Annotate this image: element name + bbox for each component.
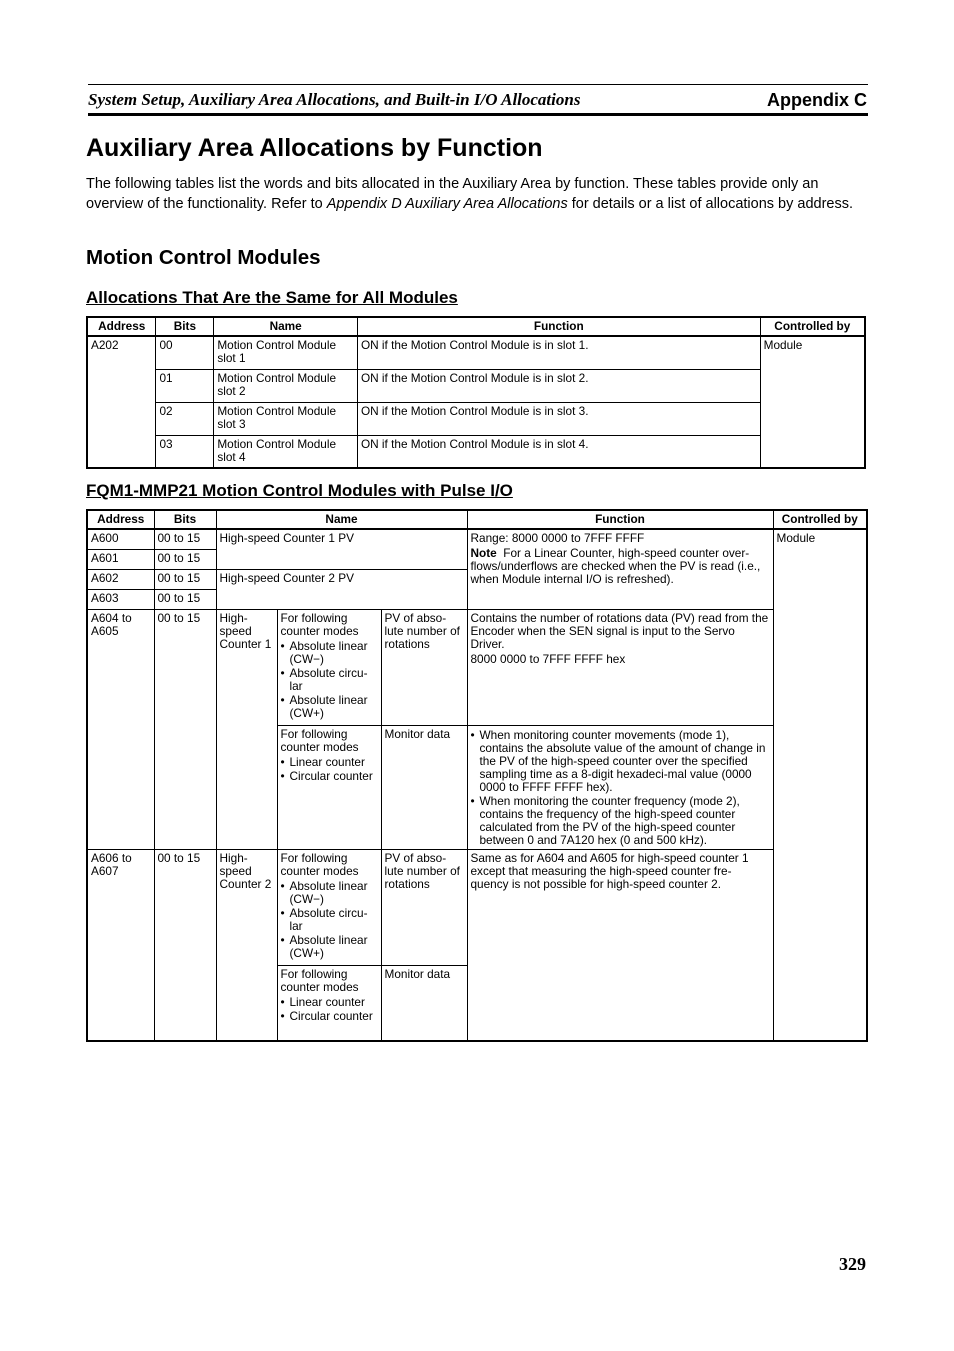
table2-address: A601 [87, 549, 154, 569]
table1-function: ON if the Motion Control Module is in slot 1. [357, 336, 760, 369]
function-range: 8000 0000 to 7FFF FFFF hex [470, 651, 626, 666]
pv-note [471, 547, 770, 586]
intro-paragraph [86, 175, 868, 214]
list-item: • Linear counter [281, 996, 378, 1009]
table2-bits: 00 to 15 [154, 549, 216, 569]
pv-range: Range: 8000 0000 to 7FFF FFFF [470, 531, 645, 545]
table2-address: A606 to A607 [87, 849, 154, 1041]
hsc1-monitor-function [467, 725, 773, 849]
table2-header-address: Address [87, 510, 154, 529]
list-item: • Circular counter [281, 1010, 378, 1023]
table2-title: FQM1-MMP21 Motion Control Modules with Pulse I/O [86, 481, 513, 500]
note-text: For a Linear Counter, high-speed counter over-flows/underflows are checked when the PV is read (i.e., when Module internal I/O is refreshed). [470, 546, 761, 586]
table1-function: ON if the Motion Control Module is in slot 2. [357, 369, 760, 402]
table1-header-function: Function [357, 317, 760, 336]
table1-name: Motion Control Module slot 4 [214, 435, 358, 468]
mode-list [281, 756, 378, 783]
table1-title: Allocations That Are the Same for All Modules [86, 288, 458, 307]
monitor-list [471, 729, 770, 847]
table2-header-name: Name [216, 510, 467, 529]
intro-text-after: for details or a list of allocations by address. [567, 195, 854, 212]
table1-function: ON if the Motion Control Module is in slot 3. [357, 402, 760, 435]
intro-text-before: The following tables list the words and bits allocated in the Auxiliary Area by function. These tables provide only an overview of the functionality. Refer to [86, 176, 819, 212]
table-row [87, 609, 867, 725]
list-item: • Absolute linear (CW−) [281, 880, 378, 906]
table-row [87, 336, 865, 369]
header-rule-bottom [88, 113, 868, 116]
table2-address: A603 [87, 589, 154, 609]
header-appendix: Appendix C [766, 90, 867, 110]
header-rule-top [88, 84, 868, 85]
table2 [86, 509, 868, 1042]
section-title: Motion Control Modules [86, 246, 321, 269]
monitor-data-label: Monitor data [381, 725, 467, 849]
mode-intro: For following counter modes [280, 610, 359, 638]
list-item: • When monitoring counter movements (mode 1), contains the absolute value of the amount of change in the PV of the high-speed counter over the specified sampling time as a 8-digit hexadeci-mal value (0000 0000 to FFFF FFFF hex). [471, 729, 770, 794]
table2-bits: 00 to 15 [154, 589, 216, 609]
table2-name: High-speed Counter 2 PV [216, 569, 467, 609]
counter-mode-linear [277, 965, 381, 1041]
table2-header-row [87, 510, 867, 529]
pv-absolute-label: PV of abso-lute number of rotations [381, 849, 467, 965]
table2-bits: 00 to 15 [154, 609, 216, 849]
mode-list [281, 880, 378, 960]
table-row [87, 529, 867, 549]
table1-header-name: Name [214, 317, 358, 336]
counter-mode-absolute [277, 849, 381, 965]
table1-address: A202 [87, 336, 156, 468]
table1 [86, 316, 866, 469]
table1-bits: 01 [156, 369, 214, 402]
table1-header-row [87, 317, 865, 336]
table1-header-address: Address [87, 317, 156, 336]
list-item: • When monitoring the counter frequency (mode 2), contains the frequency of the high-speed counter calculated from the PV of the high-speed counter between 0 and 7A120 hex (0 and 500 kHz). [471, 795, 770, 847]
mode-intro: For following counter modes [280, 850, 359, 878]
table1-header-controlled-by: Controlled by [760, 317, 865, 336]
mode-list [281, 996, 378, 1023]
list-item: • Circular counter [281, 770, 378, 783]
list-item: • Linear counter [281, 756, 378, 769]
table1-bits: 00 [156, 336, 214, 369]
page-title: Auxiliary Area Allocations by Function [86, 134, 543, 162]
table-row [87, 435, 865, 468]
hsc1-absolute-function [467, 609, 773, 725]
mode-intro: For following counter modes [280, 726, 359, 754]
table2-controlled-by: Module [773, 529, 867, 1041]
table2-pv-function [467, 529, 773, 609]
table-row [87, 402, 865, 435]
table1-bits: 03 [156, 435, 214, 468]
list-item: • Absolute linear (CW+) [281, 934, 378, 960]
table1-controlled-by: Module [760, 336, 865, 468]
counter-mode-absolute [277, 609, 381, 725]
header-title: System Setup, Auxiliary Area Allocations, and Built-in I/O Allocations [88, 90, 581, 109]
hsc2-function: Same as for A604 and A605 for high-speed counter 1 except that measuring the high-speed counter fre-quency is not possible for high-speed counter 2. [467, 849, 773, 1041]
table1-header-bits: Bits [156, 317, 214, 336]
monitor-data-label: Monitor data [381, 965, 467, 1041]
table2-address: A602 [87, 569, 154, 589]
table-row [87, 369, 865, 402]
page-number: 329 [839, 1254, 866, 1274]
table2-counter-name: High-speed Counter 1 [216, 609, 277, 849]
mode-list [281, 640, 378, 720]
table1-name: Motion Control Module slot 1 [214, 336, 358, 369]
mode-intro: For following counter modes [280, 966, 359, 994]
counter-mode-linear [277, 725, 381, 849]
table2-header-controlled-by: Controlled by [773, 510, 867, 529]
table2-bits: 00 to 15 [154, 529, 216, 549]
table1-bits: 02 [156, 402, 214, 435]
table2-bits: 00 to 15 [154, 569, 216, 589]
intro-reference: Appendix D Auxiliary Area Allocations [326, 195, 568, 212]
list-item: • Absolute linear (CW−) [281, 640, 378, 666]
note-label: Note [470, 546, 497, 560]
table2-header-bits: Bits [154, 510, 216, 529]
list-item: • Absolute circu-lar [281, 667, 378, 693]
table2-header-function: Function [467, 510, 773, 529]
table1-function: ON if the Motion Control Module is in slot 4. [357, 435, 760, 468]
table2-address: A600 [87, 529, 154, 549]
function-text: Contains the number of rotations data (PV) read from the Encoder when the SEN signal is input to the Servo Driver. [470, 610, 769, 651]
table1-name: Motion Control Module slot 2 [214, 369, 358, 402]
list-item: • Absolute linear (CW+) [281, 694, 378, 720]
table2-bits: 00 to 15 [154, 849, 216, 1041]
table2-address: A604 to A605 [87, 609, 154, 849]
table1-name: Motion Control Module slot 3 [214, 402, 358, 435]
table2-name: High-speed Counter 1 PV [216, 529, 467, 569]
pv-absolute-label: PV of abso-lute number of rotations [381, 609, 467, 725]
table2-counter-name: High-speed Counter 2 [216, 849, 277, 1041]
list-item: • Absolute circu-lar [281, 907, 378, 933]
table-row [87, 849, 867, 965]
